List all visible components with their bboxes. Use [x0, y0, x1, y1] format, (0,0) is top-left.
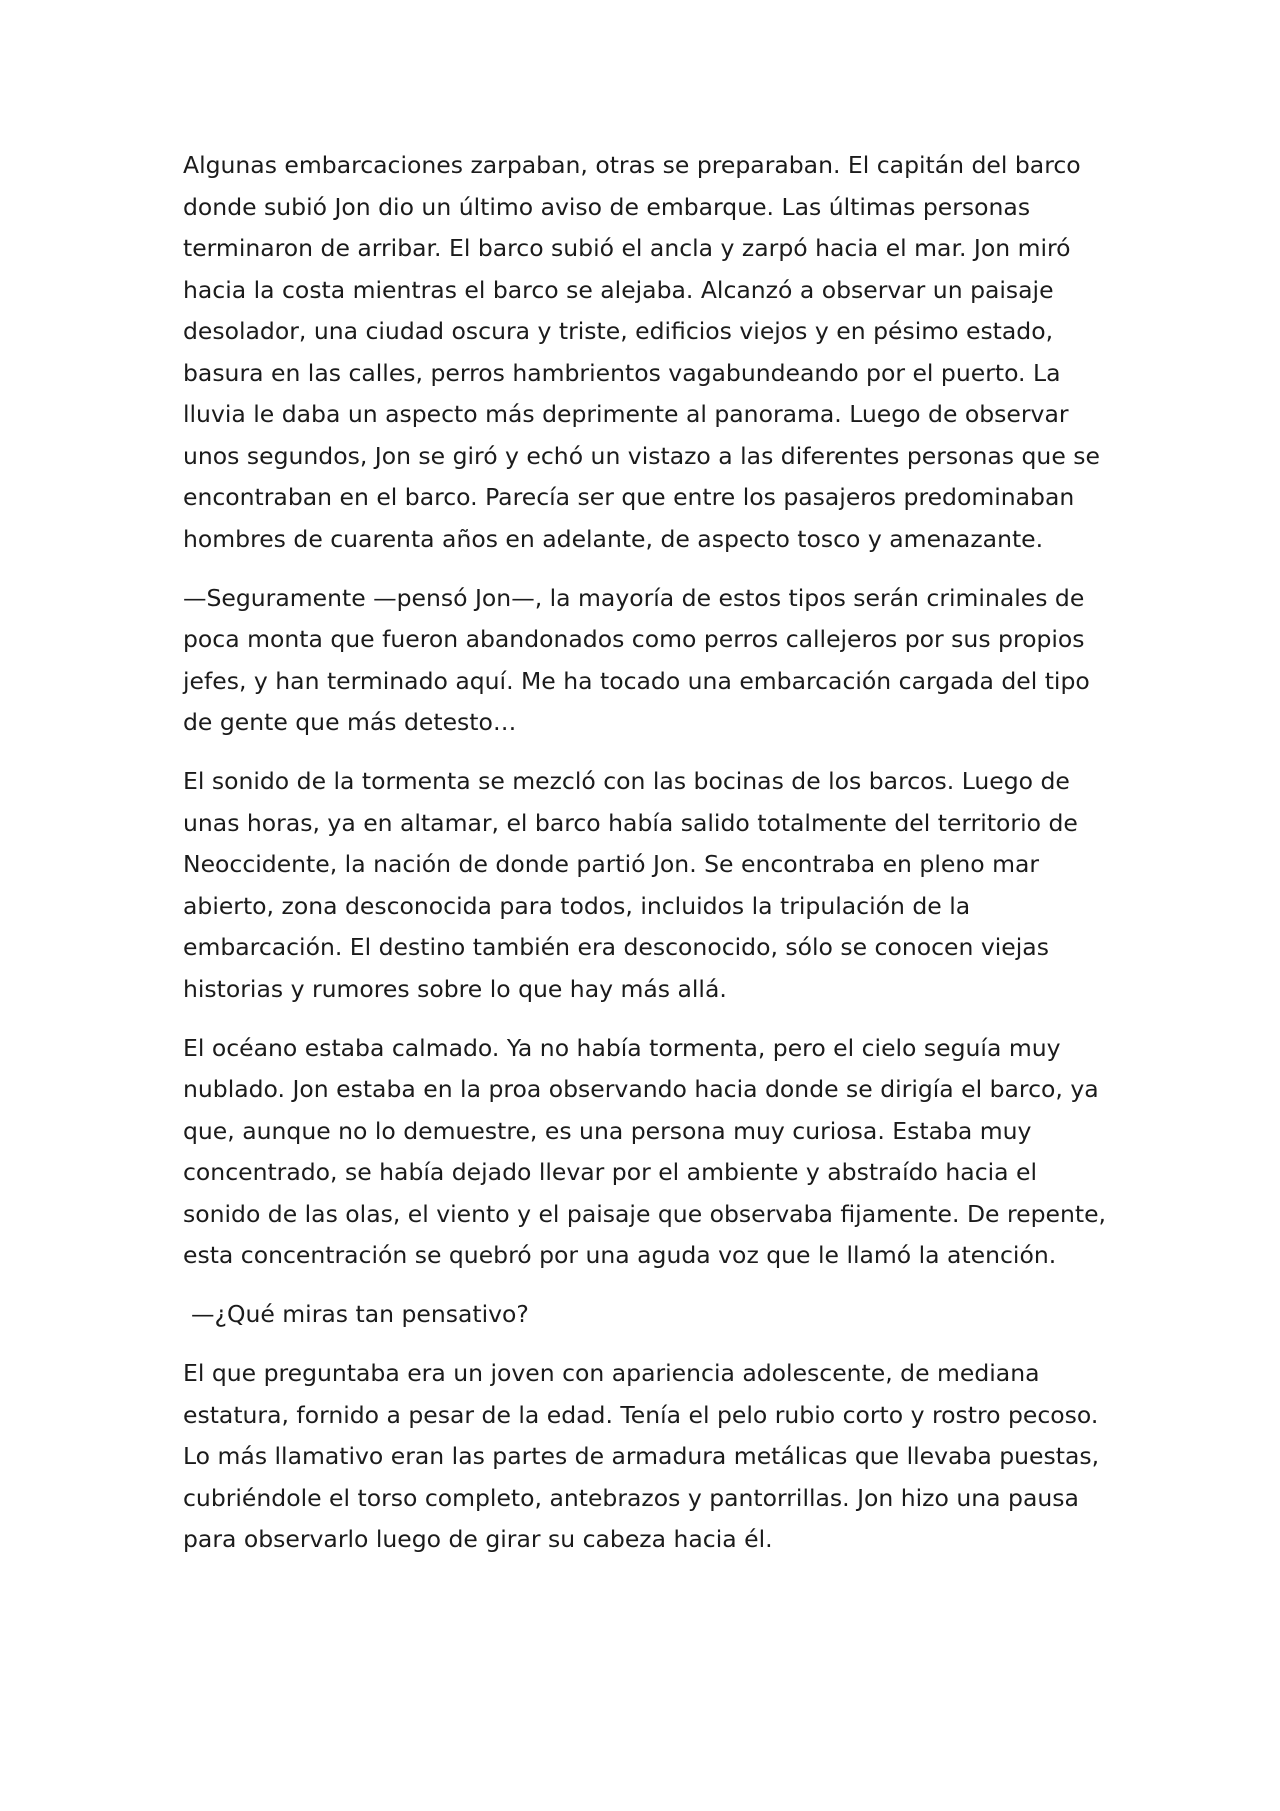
document-body	[183, 145, 1113, 1578]
dialogue-line: —¿Qué miras tan pensativo?	[191, 1300, 529, 1328]
paragraph: —Seguramente —pensó Jon—, la mayoría de estos tipos serán criminales de poca monta que fueron abandonados como perros callejeros por sus propios jefes, y han terminado aquí. Me ha tocado una embarcación cargada del tipo de gente que más detesto…	[183, 583, 1090, 736]
paragraph: El sonido de la tormenta se mezcló con las bocinas de los barcos. Luego de unas horas, ya en altamar, el barco había salido totalmente del territorio de Neoccidente, la nación de donde partió Jon. Se encontraba en pleno mar abierto, zona desconocida para todos, incluidos la tripulación de la embarcación. El destino también era desconocido, sólo se conocen viejas historias y rumores sobre lo que hay más allá.	[183, 767, 1078, 1003]
paragraph: El que preguntaba era un joven con apariencia adolescente, de mediana estatura, fornido a pesar de la edad. Tenía el pelo rubio corto y rostro pecoso. Lo más llamativo eran las partes de armadura metálicas que llevaba puestas, cubriéndole el torso completo, antebrazos y pantorrillas. Jon hizo una pausa para observarlo luego de girar su cabeza hacia él.	[183, 1359, 1100, 1553]
paragraph: Algunas embarcaciones zarpaban, otras se preparaban. El capitán del barco donde subió Jon dio un último aviso de embarque. Las últimas personas terminaron de arribar. El barco subió el ancla y zarpó hacia el mar. Jon miró hacia la costa mientras el barco se alejaba. Alcanzó a observar un paisaje desolador, una ciudad oscura y triste, edificios viejos y en pésimo estado, basura en las calles, perros hambrientos vagabundeando por el puerto. La lluvia le daba un aspecto más deprimente al panorama. Luego de observar unos segundos, Jon se giró y echó un vistazo a las diferentes personas que se encontraban en el barco. Parecía ser que entre los pasajeros predominaban hombres de cuarenta años en adelante, de aspecto tosco y amenazante.	[183, 151, 1100, 553]
paragraph: El océano estaba calmado. Ya no había tormenta, pero el cielo seguía muy nublado. Jon estaba en la proa observando hacia donde se dirigía el barco, ya que, aunque no lo demuestre, es una persona muy curiosa. Estaba muy concentrado, se había dejado llevar por el ambiente y abstraído hacia el sonido de las olas, el viento y el paisaje que observaba fijamente. De repente, esta concentración se quebró por una aguda voz que le llamó la atención.	[183, 1033, 1106, 1269]
